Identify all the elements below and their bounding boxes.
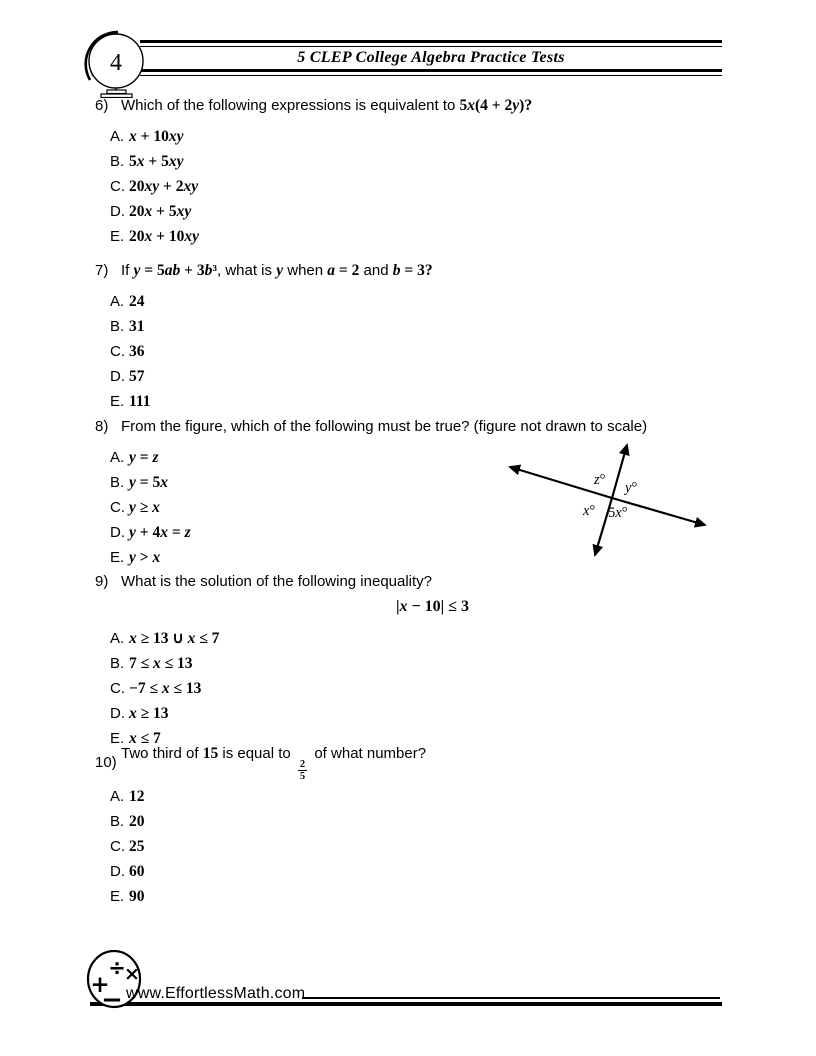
option-value: x + 10xy <box>129 128 184 145</box>
question-block <box>95 572 740 751</box>
question-text <box>121 261 740 281</box>
option-value: x ≥ 13 ∪ x ≤ 7 <box>129 630 220 647</box>
option-letter: C. <box>110 343 125 360</box>
option-value: 24 <box>129 293 145 310</box>
angle-label-5x: 5x° <box>608 505 628 521</box>
prompt-text: and <box>359 262 393 279</box>
intersecting-lines-figure <box>493 436 718 564</box>
prompt-text: , what is <box>217 262 277 279</box>
question-block <box>95 744 740 909</box>
answer-option <box>110 199 740 224</box>
question-block <box>95 96 740 249</box>
option-letter: B. <box>110 655 125 672</box>
angle-label-x: x° <box>583 503 596 519</box>
option-value: 60 <box>129 863 145 880</box>
option-letter: A. <box>110 788 125 805</box>
option-value: y = z <box>129 449 159 466</box>
option-value: y > x <box>129 549 161 566</box>
option-letter: B. <box>110 318 125 335</box>
options-list <box>110 124 740 249</box>
option-letter: B. <box>110 153 125 170</box>
options-list <box>110 784 740 909</box>
minus-icon: − <box>101 985 123 1012</box>
answer-option <box>110 834 740 859</box>
question-prompt <box>95 744 740 782</box>
option-letter: D. <box>110 368 125 385</box>
option-letter: E. <box>110 228 125 245</box>
option-letter: E. <box>110 393 125 410</box>
option-value: 90 <box>129 888 145 905</box>
prompt-text: is equal to <box>218 745 295 762</box>
option-value: 111 <box>129 393 151 410</box>
options-list <box>110 289 740 414</box>
option-letter: E. <box>110 549 125 566</box>
option-value: 36 <box>129 343 145 360</box>
page-number: 4 <box>110 50 122 76</box>
prompt-text: when <box>283 262 328 279</box>
question-number: 9) <box>95 573 109 590</box>
website-text: www.EffortlessMath.com <box>126 985 306 1002</box>
question-number: 6) <box>95 97 109 114</box>
option-letter: A. <box>110 630 125 647</box>
displayed-formula: |x − 10| ≤ 3 <box>396 598 469 615</box>
angle-label-y: y° <box>625 480 638 496</box>
option-letter: C. <box>110 838 125 855</box>
header-rule-bottom-thin <box>140 75 722 76</box>
option-value: 25 <box>129 838 145 855</box>
prompt-math: b = 3? <box>392 262 433 279</box>
question-prompt <box>95 572 740 592</box>
fraction <box>298 759 307 782</box>
option-value: y = 5x <box>129 474 168 491</box>
option-value: 31 <box>129 318 145 335</box>
answer-option <box>110 784 740 809</box>
question-number: 8) <box>95 418 109 435</box>
question-text <box>121 417 740 437</box>
option-value: x ≤ 7 <box>129 730 161 747</box>
option-letter: A. <box>110 128 125 145</box>
divide-icon: ÷ <box>108 956 126 980</box>
answer-option <box>110 339 740 364</box>
answer-option <box>110 809 740 834</box>
answer-option <box>110 389 740 414</box>
option-letter: D. <box>110 863 125 880</box>
question-text <box>121 744 740 782</box>
answer-option <box>110 701 740 726</box>
prompt-text: of what number? <box>310 745 427 762</box>
question-block <box>95 261 740 414</box>
option-value: x ≥ 13 <box>129 705 169 722</box>
answer-option <box>110 626 740 651</box>
option-value: −7 ≤ x ≤ 13 <box>129 680 202 697</box>
prompt-math: y <box>276 262 284 279</box>
page-title: 5 CLEP College Algebra Practice Tests <box>297 49 565 66</box>
fraction-numerator: 2 <box>299 759 306 770</box>
prompt-math: a = 2 <box>327 262 360 279</box>
answer-option <box>110 289 740 314</box>
footer-rule-thin <box>302 997 720 999</box>
question-text <box>121 96 740 116</box>
option-value: 57 <box>129 368 145 385</box>
option-letter: E. <box>110 730 125 747</box>
option-value: 7 ≤ x ≤ 13 <box>129 655 193 672</box>
option-value: 12 <box>129 788 145 805</box>
question-prompt <box>95 261 740 281</box>
header-rule-bottom-thick <box>140 69 722 72</box>
option-letter: C. <box>110 178 125 195</box>
plus-icon: + <box>90 972 110 998</box>
answer-option <box>110 884 740 909</box>
question-prompt <box>95 417 740 437</box>
answer-option <box>110 364 740 389</box>
option-value: 20x + 5xy <box>129 203 192 220</box>
prompt-text: From the figure, which of the following must be true? (figure not drawn to scale) <box>121 418 648 435</box>
prompt-math: y = 5ab + 3b³ <box>133 262 217 279</box>
answer-option <box>110 174 740 199</box>
question-number: 10) <box>95 754 117 771</box>
prompt-text: Which of the following expressions is equivalent to <box>121 97 460 114</box>
options-list <box>110 626 740 751</box>
answer-option <box>110 676 740 701</box>
option-value: 5x + 5xy <box>129 153 184 170</box>
option-letter: A. <box>110 449 125 466</box>
option-value: 20xy + 2xy <box>129 178 199 195</box>
option-letter: E. <box>110 888 125 905</box>
multiply-icon: × <box>124 963 140 985</box>
prompt-text: If <box>121 262 134 279</box>
question-number: 7) <box>95 262 109 279</box>
prompt-text: What is the solution of the following inequality? <box>121 573 433 590</box>
option-value: y + 4x = z <box>129 524 191 541</box>
header-rule-top-thick <box>140 40 722 43</box>
option-letter: B. <box>110 474 125 491</box>
answer-option <box>110 859 740 884</box>
option-value: 20 <box>129 813 145 830</box>
answer-option <box>110 224 740 249</box>
answer-option <box>110 124 740 149</box>
question-prompt <box>95 96 740 116</box>
answer-option <box>110 314 740 339</box>
fraction-denominator: 5 <box>299 771 306 782</box>
option-letter: D. <box>110 524 125 541</box>
option-letter: C. <box>110 499 125 516</box>
prompt-math: 15 <box>202 745 219 762</box>
option-letter: D. <box>110 203 125 220</box>
option-letter: C. <box>110 680 125 697</box>
prompt-math: 5x(4 + 2y)? <box>459 97 533 114</box>
prompt-text: Two third of <box>121 745 203 762</box>
question-text <box>121 572 740 592</box>
angle-label-z: z° <box>594 472 606 488</box>
option-letter: A. <box>110 293 125 310</box>
option-letter: B. <box>110 813 125 830</box>
answer-option <box>110 149 740 174</box>
option-letter: D. <box>110 705 125 722</box>
option-value: y ≥ x <box>129 499 160 516</box>
option-value: 20x + 10xy <box>129 228 199 245</box>
answer-option <box>110 651 740 676</box>
